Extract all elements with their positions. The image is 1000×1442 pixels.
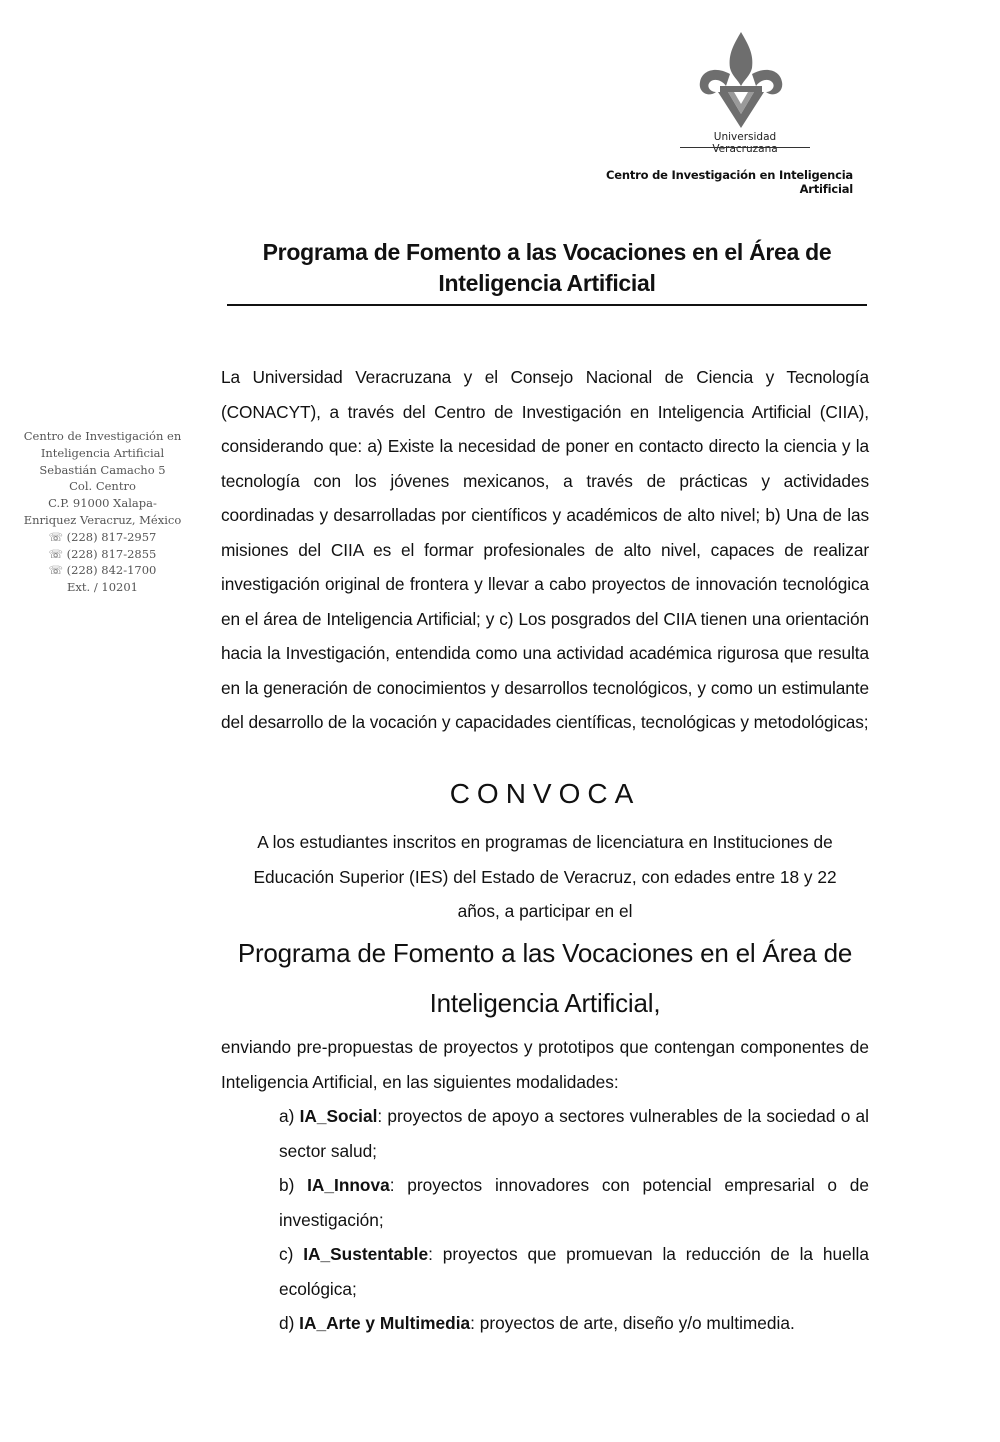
modality-desc: : proyectos de arte, diseño y/o multimedia. <box>470 1313 795 1333</box>
document-title <box>227 237 867 306</box>
modalities-list <box>279 1099 869 1341</box>
modality-desc: : proyectos innovadores con potencial empresarial o de investigación; <box>279 1175 869 1230</box>
contact-extension: Ext. / 10201 <box>67 580 138 595</box>
modality-name: IA_Innova <box>307 1175 390 1195</box>
modality-item <box>279 1168 869 1237</box>
program-title <box>221 928 869 1028</box>
intro-paragraph: La Universidad Veracruzana y el Consejo Nacional de Ciencia y Tecnología (CONACYT), a través del Centro de Investigación en Inteligencia Artificial (CIIA), considerando que: a) Existe la necesidad de poner en contacto directo la ciencia y la tecnología con los jóvenes mexicanos, a través de prácticas y actividades coordinadas y desarrolladas por científicos y académicos de alto nivel; b) Una de las misiones del CIIA es el formar profesionales de alto nivel, capaces de realizar investigación original de frontera y llevar a cabo proyectos de innovación tecnológica en el área de Inteligencia Artificial; y c) Los posgrados del CIIA tienen una orientación hacia la Investigación, entendida como una actividad académica rigurosa que resulta en la generación de conocimientos y desarrollos tecnológicos, y como un estimulante del desarrollo de la vocación y capacidades científicas, tecnológicas y metodológicas; <box>221 367 869 732</box>
modality-name: IA_Arte y Multimedia <box>299 1313 471 1333</box>
contact-line: Col. Centro <box>69 479 136 494</box>
modality-item <box>279 1099 869 1168</box>
logo-divider <box>680 147 810 148</box>
contact-sidebar <box>20 428 185 596</box>
modality-desc: : proyectos que promuevan la reducción de la huella ecológica; <box>279 1244 869 1299</box>
contact-line: Centro de Investigación en <box>23 429 182 443</box>
university-logo-icon <box>696 30 786 130</box>
contact-line: Enriquez Veracruz, México <box>23 512 182 527</box>
submission-paragraph: enviando pre-propuestas de proyectos y prototipos que contengan componentes de Inteligencia Artificial, en las siguientes modalidades: <box>221 1037 869 1092</box>
program-title-line1: Programa de Fomento a las Vocaciones en el Área de <box>237 938 853 968</box>
program-title-line2: Inteligencia Artificial, <box>429 988 661 1018</box>
center-name: Centro de Investigación en Inteligencia Artificial <box>606 168 853 196</box>
modality-name: IA_Social <box>299 1106 378 1126</box>
modality-name: IA_Sustentable <box>303 1244 429 1264</box>
convoca-intro-line: Educación Superior (IES) del Estado de Veracruz, con edades entre 18 y 22 <box>253 866 837 887</box>
modality-prefix: c) <box>279 1244 304 1264</box>
modality-item <box>279 1306 869 1341</box>
university-name: Universidad Veracruzana <box>712 131 778 155</box>
modality-item <box>279 1237 869 1306</box>
contact-phone: ☏ (228) 817-2957 <box>48 529 157 544</box>
convoca-heading: CONVOCA <box>449 778 641 809</box>
document-title-line2: Inteligencia Artificial <box>438 270 656 296</box>
contact-phone: ☏ (228) 817-2855 <box>48 546 157 561</box>
contact-line: Sebastián Camacho 5 <box>39 462 166 477</box>
document-title-line1: Programa de Fomento a las Vocaciones en el Área de <box>262 239 832 265</box>
modality-prefix: b) <box>279 1175 308 1195</box>
contact-line: Inteligencia Artificial <box>40 445 165 460</box>
convoca-intro-line: A los estudiantes inscritos en programas de licenciatura en Instituciones de <box>257 832 833 852</box>
contact-phone: ☏ (228) 842-1700 <box>48 563 157 578</box>
modality-desc: : proyectos de apoyo a sectores vulnerables de la sociedad o al sector salud; <box>279 1106 870 1161</box>
modality-prefix: a) <box>279 1106 300 1126</box>
modality-prefix: d) <box>279 1313 300 1333</box>
convoca-intro <box>221 825 869 929</box>
contact-line: C.P. 91000 Xalapa- <box>48 496 157 511</box>
convoca-intro-line: años, a participar en el <box>457 901 633 921</box>
